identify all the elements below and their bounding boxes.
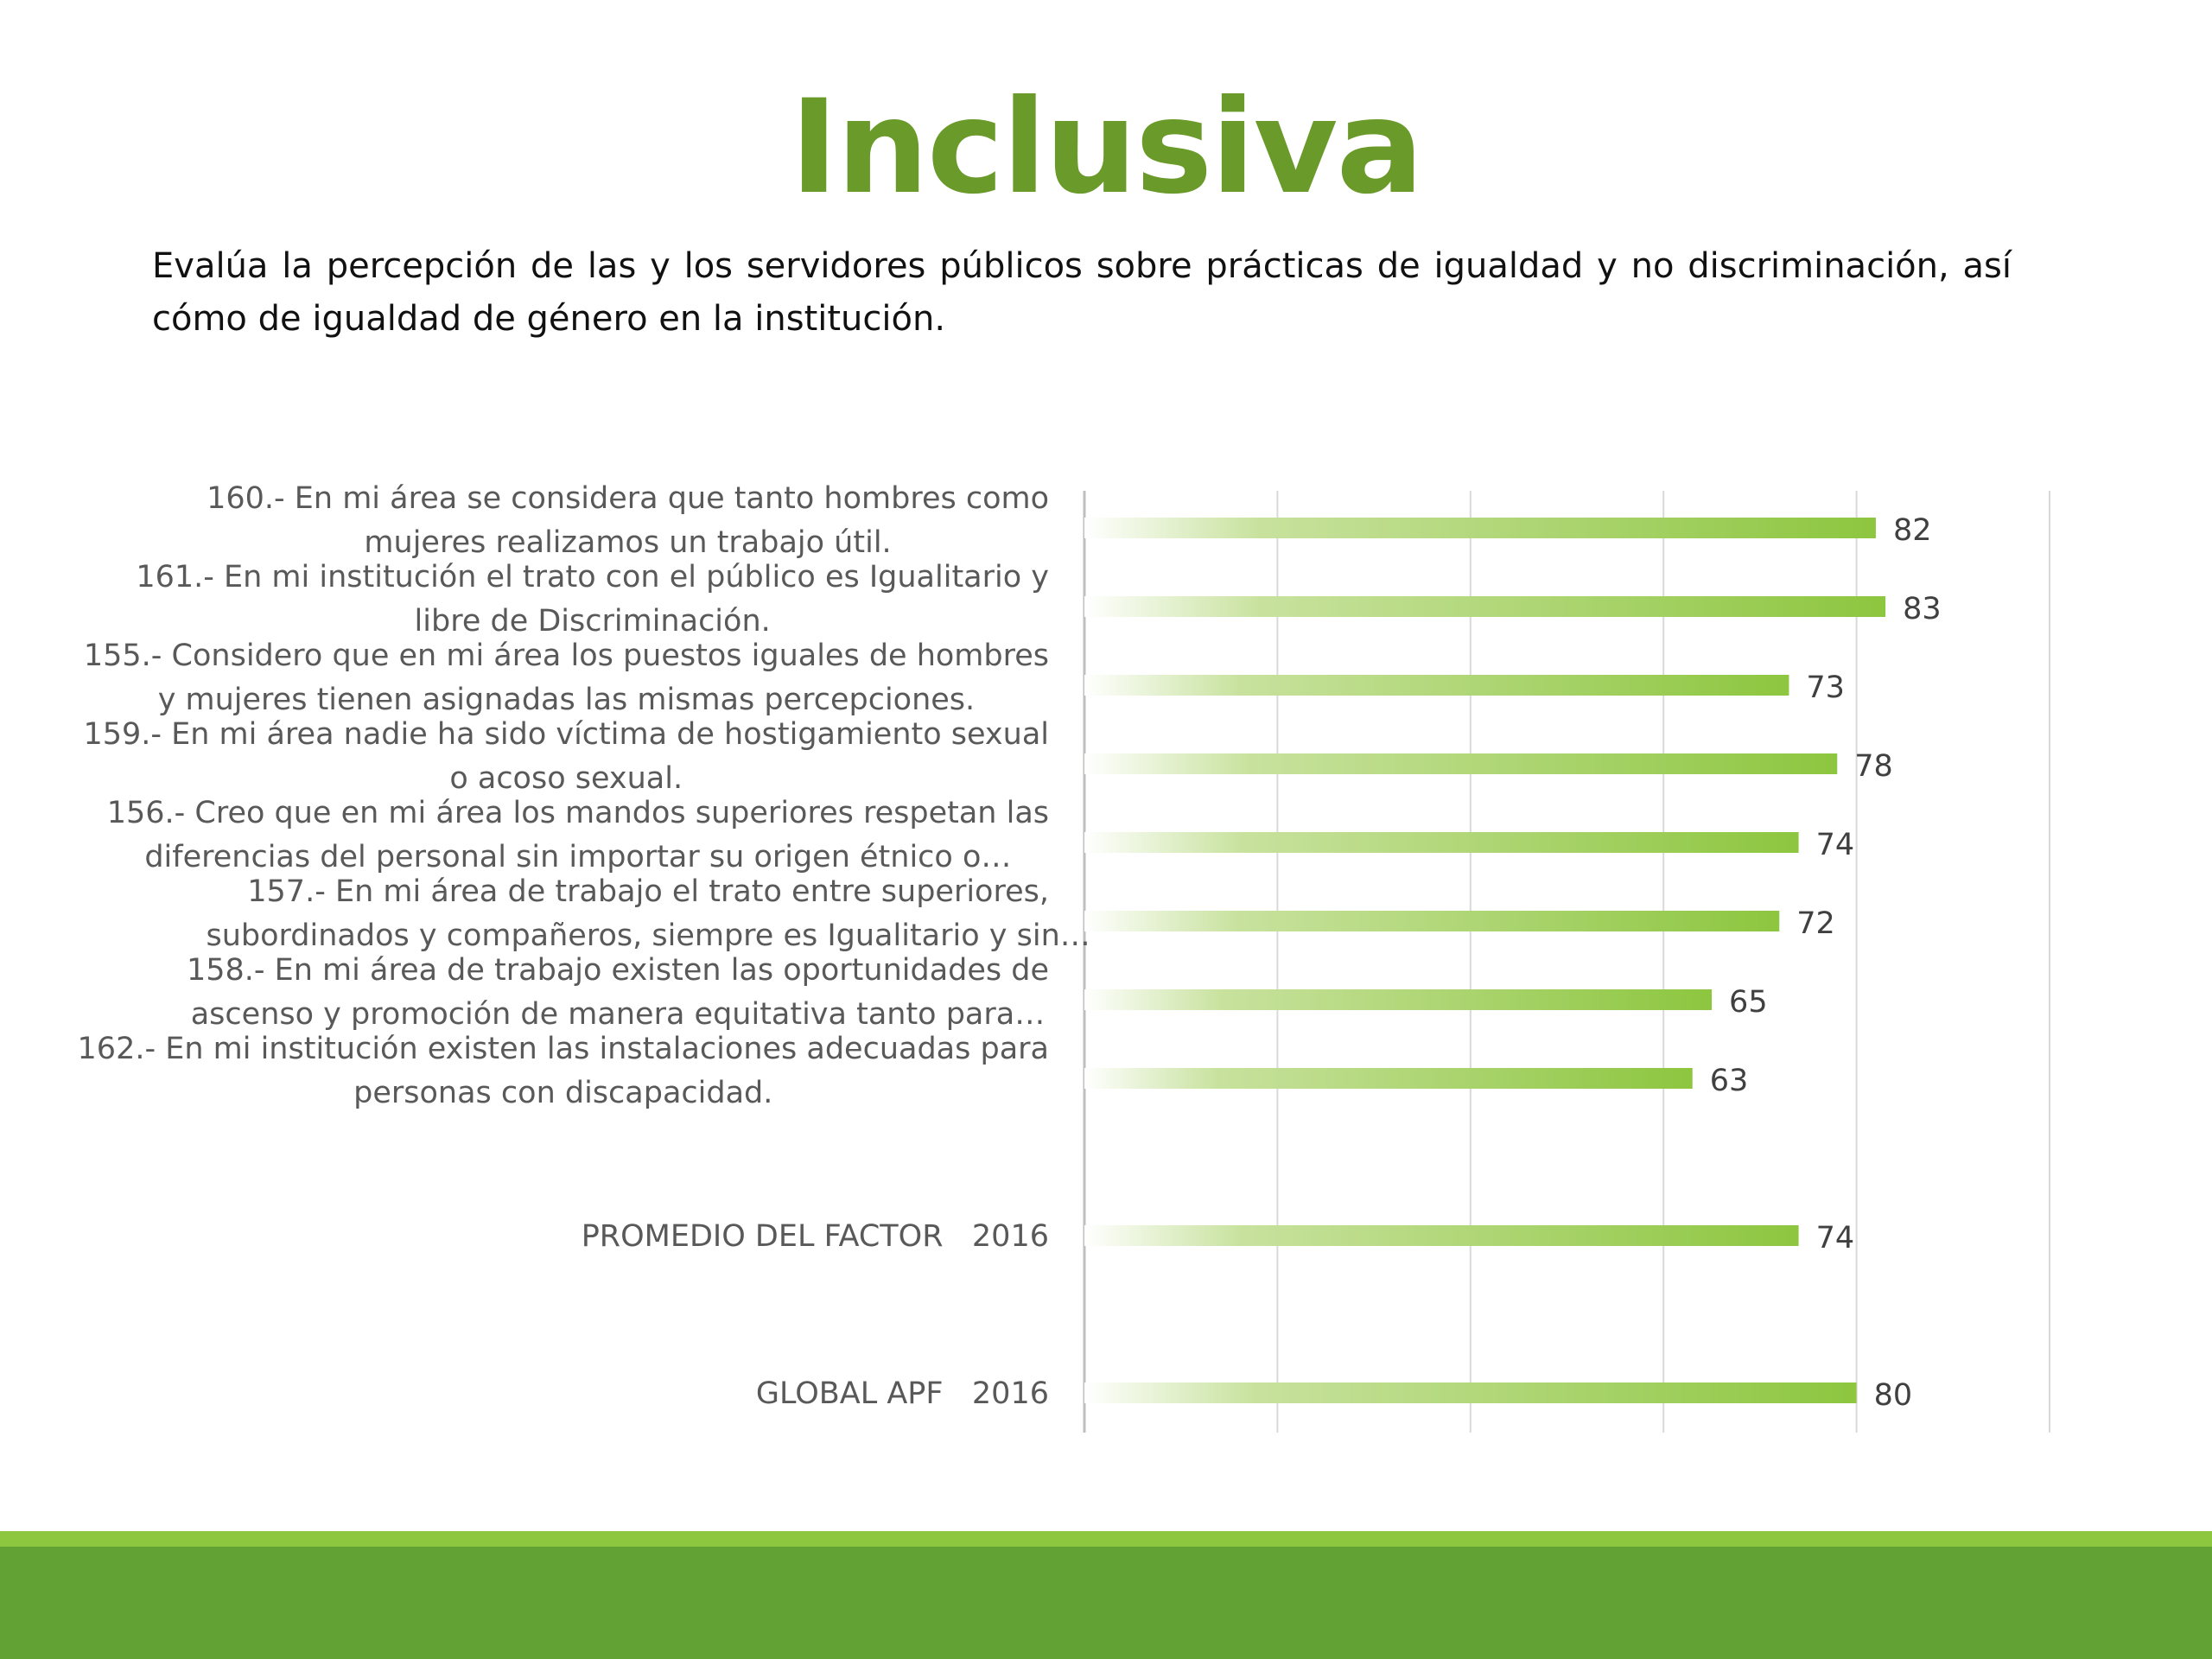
footer-band xyxy=(0,1547,2212,1659)
data-label: 78 xyxy=(1854,749,1893,784)
bar xyxy=(1084,1068,1693,1089)
category-label-line2: o acoso sexual. xyxy=(449,761,683,796)
bar xyxy=(1084,675,1789,696)
bar xyxy=(1084,989,1712,1010)
category-label-line2: personas con discapacidad. xyxy=(353,1076,773,1110)
category-label-line1: 157.- En mi área de trabajo el trato entre superiores, xyxy=(247,874,1049,909)
category-label-line2: diferencias del personal sin importar su origen étnico o… xyxy=(144,840,1012,874)
category-label: PROMEDIO DEL FACTOR 2016 xyxy=(581,1219,1049,1254)
category-label-line1: 155.- Considero que en mi área los puestos iguales de hombres xyxy=(83,639,1049,673)
data-label: 74 xyxy=(1815,828,1855,862)
bar xyxy=(1084,596,1885,617)
category-label-line2: y mujeres tienen asignadas las mismas percepciones. xyxy=(157,683,976,717)
footer-accent-line xyxy=(0,1531,2212,1547)
category-label-line1: 162.- En mi institución existen las instalaciones adecuadas para xyxy=(77,1032,1049,1066)
bar xyxy=(1084,1382,1857,1403)
category-label: GLOBAL APF 2016 xyxy=(755,1376,1049,1411)
data-label: 73 xyxy=(1806,671,1845,705)
page-title: Inclusiva xyxy=(790,73,1422,223)
category-label-line1: 158.- En mi área de trabajo existen las oportunidades de xyxy=(186,953,1049,988)
category-label-line2: subordinados y compañeros, siempre es Igualitario y sin… xyxy=(206,918,1090,953)
data-label: 74 xyxy=(1815,1221,1855,1255)
category-label-line2: mujeres realizamos un trabajo útil. xyxy=(364,525,892,560)
bar xyxy=(1084,753,1837,774)
category-label-line1: 159.- En mi área nadie ha sido víctima de hostigamiento sexual xyxy=(83,717,1049,752)
category-label-line2: libre de Discriminación. xyxy=(414,604,771,639)
data-label: 65 xyxy=(1729,985,1768,1020)
data-label: 63 xyxy=(1709,1064,1749,1098)
category-label-line1: 161.- En mi institución el trato con el público es Igualitario y xyxy=(136,560,1049,594)
bar xyxy=(1084,1225,1799,1246)
bar xyxy=(1084,518,1876,538)
page-description: Evalúa la percepción de las y los servidores públicos sobre prácticas de igualdad y no discriminación, así cómo de igualdad de género en la institución. xyxy=(152,246,2012,339)
category-label-line2: ascenso y promoción de manera equitativa tanto para… xyxy=(190,997,1046,1032)
data-label: 83 xyxy=(1903,592,1942,626)
bar xyxy=(1084,911,1779,931)
category-label-line1: 160.- En mi área se considera que tanto hombres como xyxy=(207,481,1049,516)
bar xyxy=(1084,832,1799,853)
category-label-line1: 156.- Creo que en mi área los mandos superiores respetan las xyxy=(106,796,1049,830)
data-label: 72 xyxy=(1796,906,1835,941)
data-label: 82 xyxy=(1892,513,1932,548)
data-label: 80 xyxy=(1873,1378,1913,1413)
